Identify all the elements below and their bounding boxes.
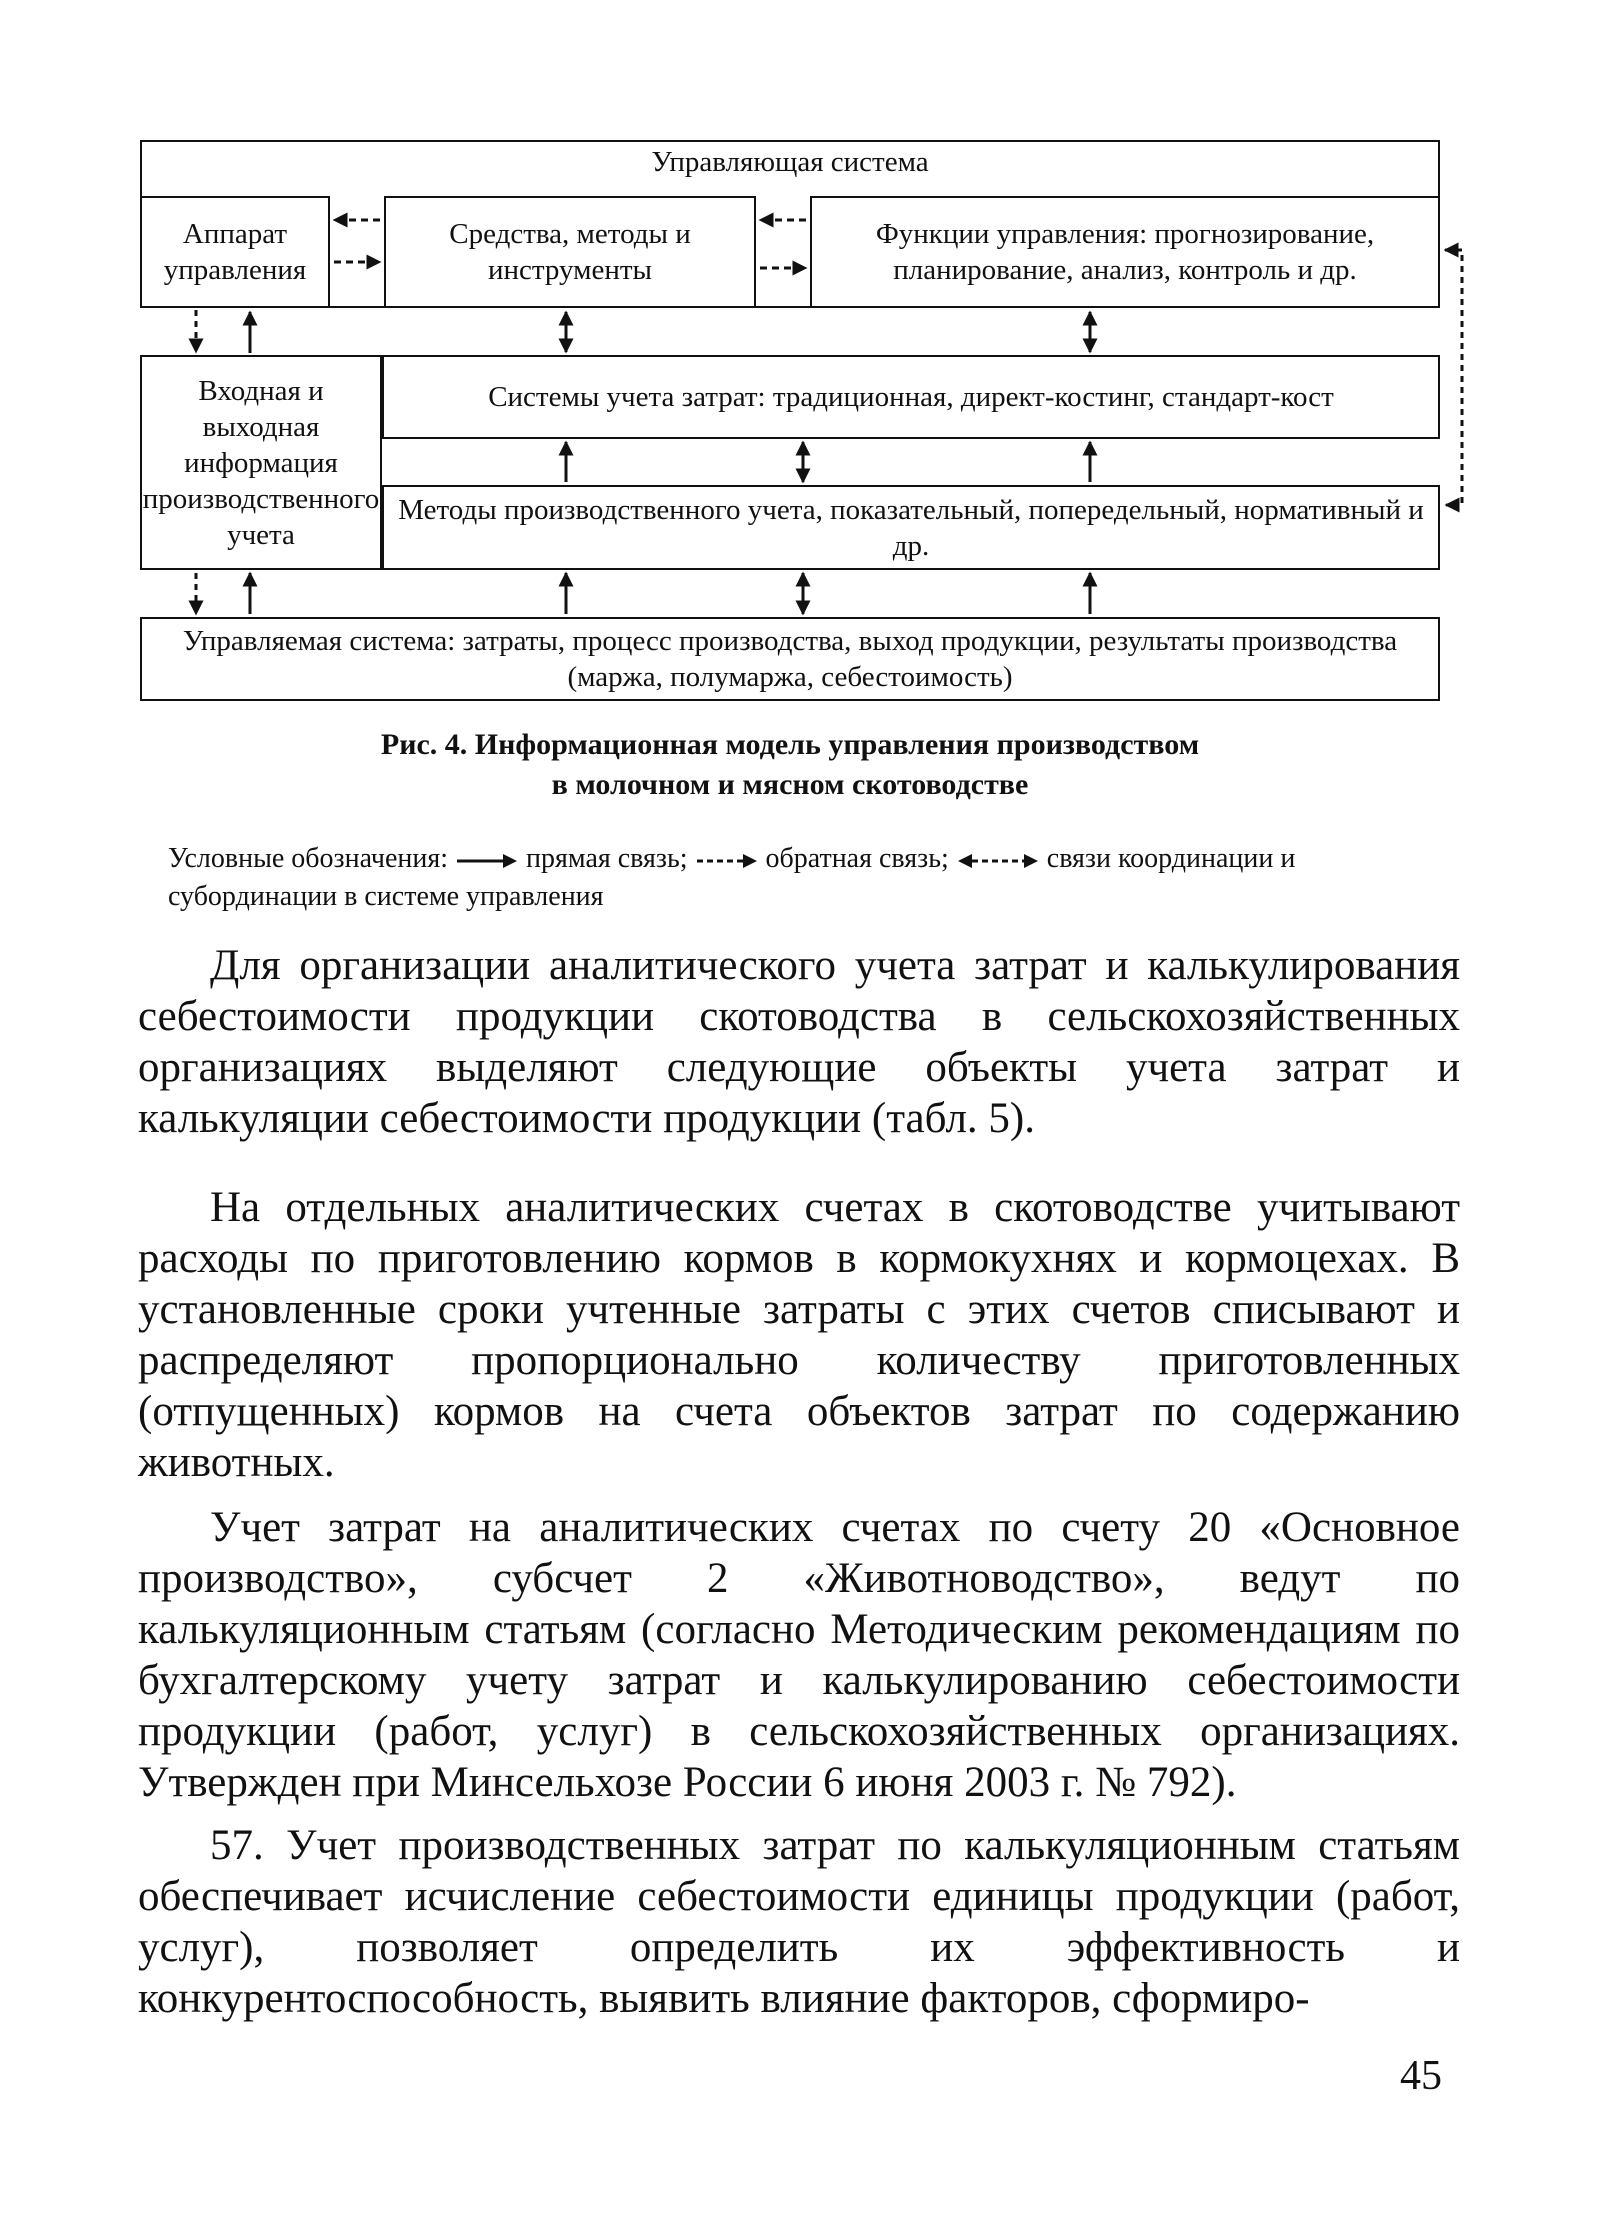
page-number: 45 <box>1400 2053 1442 2099</box>
legend <box>168 840 1418 916</box>
apparatus-label: Аппарат управления <box>163 218 307 286</box>
paragraph-3: Учет затрат на аналитических счетах по счету 20 «Основное производство», субсчет 2 «Животноводство», ведут по калькуляционным статьям (согласно Методическим рекомендациям по бухгалтерскому учету затрат и калькулированию себестоимости продукции (работ, услуг) в сельскохозяйственных организациях. Утвержден при Минсельхозе России 6 июня 2003 г. № 792). <box>138 1504 1460 1806</box>
input-output-label: Входная и выходная информация производственного учета <box>142 374 380 551</box>
cost-systems-label: Системы учета затрат: традиционная, директ-костинг, стандарт-кост <box>488 381 1334 413</box>
means-label: Средства, методы и инструменты <box>449 218 691 286</box>
legend-prefix: Условные обозначения: <box>168 843 449 874</box>
paragraph-1: Для организации аналитического учета затрат и калькулирования себестоимости продукции скотоводства в сельскохозяйственных организациях выделяют следующие объекты учета затрат и калькуляции себестоимости продукции (табл. 5). <box>138 942 1460 1142</box>
paragraph-2: На отдельных аналитических счетах в скотоводстве учитывают расходы по приготовлению кормов в кормокухнях и кормоцехах. В установленные сроки учтенные затраты с этих счетов списывают и распределяют пропорционально количеству приготовленных (отпущенных) кормов на счета объектов затрат по содержанию животных. <box>138 1184 1460 1486</box>
control-system-title: Управляющая система <box>651 146 929 178</box>
dashed-arrow-icon <box>695 851 759 871</box>
arrow-right-feedback-loop <box>1445 250 1462 505</box>
functions-label: Функции управления: прогнозирование, планирование, анализ, контроль и др. <box>875 218 1375 286</box>
legend-coordination: связи координации и субординации в системе управления <box>168 843 1296 912</box>
solid-arrow-icon <box>455 851 519 871</box>
double-dashed-arrow-icon <box>956 851 1040 871</box>
paragraph-4: 57. Учет производственных затрат по калькуляционным статьям обеспечивает исчисление себестоимости единицы продукции (работ, услуг), позволяет определить их эффективность и конкурентоспособность, выявить влияние факторов, сформиро- <box>138 1822 1460 2022</box>
managed-system-label: Управляемая система: затраты, процесс производства, выход продукции, результаты производства (маржа, полумаржа, себестоимость) <box>182 625 1398 693</box>
figure-caption <box>140 725 1440 805</box>
legend-feedback: обратная связь; <box>765 843 949 874</box>
caption-line-2: в молочном и мясном скотоводстве <box>551 768 1029 801</box>
legend-direct: прямая связь; <box>526 843 688 874</box>
caption-line-1: Рис. 4. Информационная модель управления производством <box>380 728 1200 761</box>
methods-label: Методы производственного учета, показательный, попередельный, нормативный и др. <box>398 494 1424 562</box>
